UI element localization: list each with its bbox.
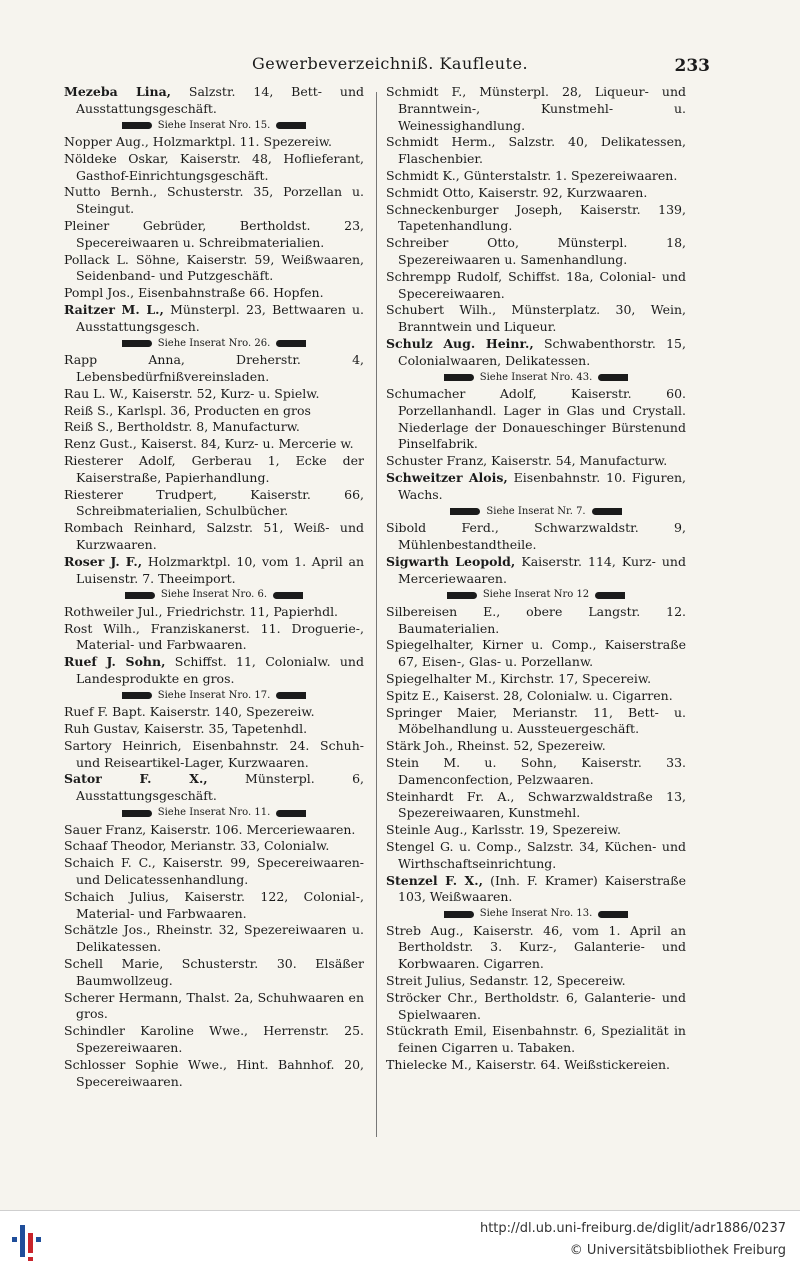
directory-entry: [386, 1023, 686, 1057]
directory-entry: [386, 336, 686, 370]
directory-entry: [64, 654, 364, 688]
entry-text: Springer Maier, Merianstr. 11, Bett- u. Möbelhandlung u. Aussteuergeschäft.: [386, 704, 686, 737]
directory-entry: [64, 302, 364, 336]
entry-text: Eisenbahnstr. 10. Figuren, Wachs.: [398, 470, 686, 502]
pointing-hand-icon: [598, 374, 628, 381]
pointing-hand-icon: [122, 692, 152, 699]
entry-text: Pompl Jos., Eisenbahnstraße 66. Hopfen.: [64, 285, 324, 301]
directory-entry: [64, 621, 364, 655]
firm-name: Schulz Aug. Heinr.,: [386, 335, 534, 351]
pointing-hand-icon: [450, 508, 480, 515]
directory-entry: [386, 520, 686, 554]
firm-name: Mezeba Lina,: [64, 84, 172, 99]
ad-reference-text: Siehe Inserat Nro. 26.: [157, 337, 271, 349]
entry-text: Thielecke M., Kaiserstr. 64. Weißstickereien.: [386, 1057, 671, 1073]
entry-text: Stärk Joh., Rheinst. 52, Spezereiw.: [386, 738, 606, 754]
directory-entry: [386, 84, 686, 134]
entry-text: Schaich Julius, Kaiserstr. 122, Colonial-, Material- und Farbwaaren.: [64, 888, 364, 921]
entry-text: Schumacher Adolf, Kaiserstr. 60. Porzellanhandl. Lager in Glas und Crystall. Niederlage der Donaueschinger Bürstenund Pinselfabrik.: [386, 386, 686, 452]
advertisement-reference: [386, 906, 686, 923]
pointing-hand-icon: [444, 911, 474, 918]
entry-text: Nöldeke Oskar, Kaiserstr. 48, Hoflieferant, Gasthof-Einrichtungsgeschäft.: [64, 150, 364, 183]
entry-text: Nopper Aug., Holzmarktpl. 11. Spezereiw.: [64, 134, 333, 150]
source-url[interactable]: http://dl.ub.uni-freiburg.de/diglit/adr1886/0237: [479, 1221, 786, 1236]
entry-text: Silbereisen E., obere Langstr. 12. Baumaterialien.: [386, 603, 686, 636]
directory-entry: [386, 789, 686, 823]
ad-reference-text: Siehe Inserat Nro. 6.: [160, 589, 268, 601]
directory-entry: [386, 470, 686, 504]
entry-text: Schindler Karoline Wwe., Herrenstr. 25. Spezereiwaaren.: [64, 1023, 364, 1055]
directory-entry: [64, 84, 364, 118]
directory-entry: [386, 134, 686, 168]
directory-entry: [386, 386, 686, 453]
firm-name: Sigwarth Leopold,: [386, 553, 516, 569]
directory-entry: [386, 755, 686, 789]
pointing-hand-icon: [276, 692, 306, 699]
directory-entry: [386, 235, 686, 269]
entry-text: Schätzle Jos., Rheinstr. 32, Spezereiwaaren u. Delikatessen.: [64, 922, 364, 955]
directory-entry: [64, 436, 364, 453]
directory-entry: [64, 822, 364, 839]
advertisement-reference: [386, 504, 686, 521]
advertisement-reference: [64, 118, 364, 135]
directory-entry: [64, 554, 364, 588]
entry-text: Steinle Aug., Karlsstr. 19, Spezereiw.: [386, 822, 621, 838]
entry-text: Münsterpl. 6, Ausstattungsgeschäft.: [76, 771, 364, 804]
directory-entry: [64, 721, 364, 738]
directory-entry: [386, 168, 686, 185]
directory-entry: [64, 990, 364, 1024]
directory-entry: [64, 218, 364, 252]
entry-text: Rau L. W., Kaiserstr. 52, Kurz- u. Spielw.: [64, 385, 320, 401]
directory-entry: [64, 386, 364, 403]
ad-reference-text: Siehe Inserat Nr. 7.: [486, 505, 586, 517]
directory-entry: [64, 855, 364, 889]
ad-reference-text: Siehe Inserat Nro. 11.: [157, 807, 271, 819]
advertisement-reference: [64, 688, 364, 705]
entry-text: Schmidt K., Günterstalstr. 1. Spezereiwaaren.: [386, 167, 678, 183]
entry-text: Schaaf Theodor, Merianstr. 33, Colonialw.: [64, 838, 330, 854]
entry-text: Ruef F. Bapt. Kaiserstr. 140, Spezereiw.: [64, 704, 315, 720]
library-logo-icon: [10, 1219, 50, 1263]
firm-name: Roser J. F.,: [64, 553, 143, 569]
firm-name: Stenzel F. X.,: [386, 872, 483, 888]
directory-entry: [64, 704, 364, 721]
entry-text: Stein M. u. Sohn, Kaiserstr. 33. Damenconfection, Pelzwaaren.: [386, 754, 686, 787]
advertisement-reference: [386, 370, 686, 387]
entry-text: Streb Aug., Kaiserstr. 46, vom 1. April an Bertholdstr. 3. Kurz-, Galanterie- und Korbwaaren. Cigarren.: [386, 922, 686, 972]
entry-text: Reiß S., Karlspl. 36, Producten en gros: [64, 402, 311, 418]
directory-entry: [64, 838, 364, 855]
directory-entry: [386, 671, 686, 688]
directory-entry: [386, 185, 686, 202]
entry-text: Schreiber Otto, Münsterpl. 18, Spezereiwaaren u. Samenhandlung.: [386, 235, 686, 267]
entry-text: Rothweiler Jul., Friedrichstr. 11, Papierhdl.: [64, 603, 339, 619]
pointing-hand-icon: [444, 374, 474, 381]
entry-text: Schmidt Herm., Salzstr. 40, Delikatessen, Flaschenbier.: [386, 134, 686, 167]
pointing-hand-icon: [447, 592, 477, 599]
entry-text: Rost Wilh., Franziskanerst. 11. Droguerie-, Material- und Farbwaaren.: [64, 620, 364, 653]
page-number: 233: [674, 56, 710, 76]
pointing-hand-icon: [592, 508, 622, 515]
ad-reference-text: Siehe Inserat Nro. 43.: [479, 371, 593, 383]
directory-entry: [64, 252, 364, 286]
entry-text: Stengel G. u. Comp., Salzstr. 34, Küchen- und Wirthschaftseinrichtung.: [386, 838, 686, 871]
column-divider: [376, 92, 377, 1137]
entry-text: Spitz E., Kaiserst. 28, Colonialw. u. Cigarren.: [386, 687, 673, 703]
directory-entry: [64, 403, 364, 420]
directory-entry: [386, 604, 686, 638]
directory-entry: [386, 637, 686, 671]
advertisement-reference: [64, 336, 364, 353]
entry-text: Schaich F. C., Kaiserstr. 99, Specereiwaaren- und Delicatessenhandlung.: [64, 855, 364, 887]
firm-name: Sator F. X.,: [64, 771, 208, 787]
directory-entry: [386, 688, 686, 705]
firm-name: Raitzer M. L.,: [64, 302, 164, 318]
directory-entry: [386, 202, 686, 236]
directory-entry: [386, 873, 686, 907]
directory-entry: [386, 554, 686, 588]
ad-reference-text: Siehe Inserat Nro. 17.: [157, 689, 271, 701]
entry-text: Kaiserstr. 114, Kurz- und Merceriewaaren.: [398, 553, 686, 586]
directory-entry: [386, 453, 686, 470]
entry-text: Scherer Hermann, Thalst. 2a, Schuhwaaren en gros.: [64, 989, 364, 1022]
entry-text: Ströcker Chr., Bertholdstr. 6, Galanterie- und Spielwaaren.: [386, 989, 686, 1022]
entry-text: Rapp Anna, Dreherstr. 4, Lebensbedürfnißvereinsladen.: [64, 352, 364, 384]
right-column: [386, 84, 686, 1144]
entry-text: Schubert Wilh., Münsterplatz. 30, Wein, Branntwein und Liqueur.: [386, 302, 686, 335]
entry-text: Reiß S., Bertholdstr. 8, Manufacturw.: [64, 419, 300, 435]
running-title: Gewerbeverzeichniß. Kaufleute.: [251, 54, 529, 73]
ad-reference-text: Siehe Inserat Nro 12: [482, 589, 590, 601]
directory-entry: [64, 419, 364, 436]
entry-text: Holzmarktpl. 10, vom 1. April an Luisenstr. 7. Theeimport.: [76, 553, 364, 586]
left-column: [64, 84, 364, 1144]
pointing-hand-icon: [122, 122, 152, 129]
entry-text: Riesterer Trudpert, Kaiserstr. 66, Schreibmaterialien, Schulbücher.: [64, 486, 364, 519]
directory-entry: [64, 771, 364, 805]
entry-text: Stückrath Emil, Eisenbahnstr. 6, Spezialität in feinen Cigarren u. Tabaken.: [386, 1023, 686, 1056]
directory-entry: [64, 1023, 364, 1057]
directory-entry: [386, 705, 686, 739]
directory-entry: [386, 302, 686, 336]
directory-entry: [64, 738, 364, 772]
entry-text: Spiegelhalter, Kirner u. Comp., Kaiserstraße 67, Eisen-, Glas- u. Porzellanw.: [386, 637, 686, 670]
entry-text: Ruh Gustav, Kaiserstr. 35, Tapetenhdl.: [64, 721, 308, 737]
directory-entry: [64, 184, 364, 218]
directory-entry: [64, 889, 364, 923]
entry-text: Renz Gust., Kaiserst. 84, Kurz- u. Mercerie w.: [64, 436, 354, 452]
directory-entry: [64, 151, 364, 185]
entry-text: Schuster Franz, Kaiserstr. 54, Manufacturw.: [386, 453, 668, 469]
pointing-hand-icon: [273, 592, 303, 599]
pointing-hand-icon: [276, 810, 306, 817]
directory-entry: [386, 990, 686, 1024]
entry-text: Schiffst. 11, Colonialw. und Landesprodukte en gros.: [76, 654, 364, 686]
directory-entry: [386, 1057, 686, 1074]
pointing-hand-icon: [276, 122, 306, 129]
entry-text: Schrempp Rudolf, Schiffst. 18a, Colonial- und Specereiwaaren.: [386, 268, 686, 301]
page-header: [60, 54, 720, 80]
entry-text: Schmidt F., Münsterpl. 28, Liqueur- und Branntwein-, Kunstmehl- u. Weinessighandlung.: [386, 84, 686, 133]
directory-entry: [64, 1057, 364, 1091]
pointing-hand-icon: [595, 592, 625, 599]
entry-text: Münsterpl. 23, Bettwaaren u. Ausstattungsgesch.: [76, 302, 364, 334]
pointing-hand-icon: [598, 911, 628, 918]
advertisement-reference: [386, 587, 686, 604]
entry-text: Sartory Heinrich, Eisenbahnstr. 24. Schuh- und Reiseartikel-Lager, Kurzwaaren.: [64, 737, 364, 770]
advertisement-reference: [64, 805, 364, 822]
entry-text: Riesterer Adolf, Gerberau 1, Ecke der Kaiserstraße, Papierhandlung.: [64, 452, 364, 485]
entry-text: Schmidt Otto, Kaiserstr. 92, Kurzwaaren.: [386, 184, 648, 200]
directory-entry: [64, 134, 364, 151]
ad-reference-text: Siehe Inserat Nro. 15.: [157, 119, 271, 131]
directory-entry: [386, 923, 686, 973]
directory-entry: [64, 453, 364, 487]
directory-entry: [64, 487, 364, 521]
directory-entry: [64, 922, 364, 956]
entry-text: Schwabenthorstr. 15, Colonialwaaren, Delikatessen.: [398, 335, 686, 368]
entry-text: Salzstr. 14, Bett- und Ausstattungsgeschäft.: [76, 84, 364, 116]
directory-entry: [64, 956, 364, 990]
entry-text: Sibold Ferd., Schwarzwaldstr. 9, Mühlenbestandtheile.: [386, 520, 686, 552]
copyright-notice: © Universitätsbibliothek Freiburg: [569, 1243, 786, 1258]
pointing-hand-icon: [125, 592, 155, 599]
pointing-hand-icon: [122, 810, 152, 817]
entry-text: Steinhardt Fr. A., Schwarzwaldstraße 13, Spezereiwaaren, Kunstmehl.: [386, 788, 686, 821]
entry-text: Pollack L. Söhne, Kaiserstr. 59, Weißwaaren, Seidenband- und Putzgeschäft.: [64, 251, 364, 284]
entry-text: Rombach Reinhard, Salzstr. 51, Weiß- und Kurzwaaren.: [64, 520, 364, 552]
entry-text: Streit Julius, Sedanstr. 12, Specereiw.: [386, 973, 626, 989]
entry-text: Sauer Franz, Kaiserstr. 106. Merceriewaaren.: [64, 821, 356, 837]
entry-text: Nutto Bernh., Schusterstr. 35, Porzellan u. Steingut.: [64, 184, 364, 217]
directory-entry: [64, 352, 364, 386]
advertisement-reference: [64, 587, 364, 604]
entry-text: (Inh. F. Kramer) Kaiserstraße 103, Weißwaaren.: [398, 872, 686, 905]
viewer-footer: [0, 1210, 800, 1269]
pointing-hand-icon: [276, 340, 306, 347]
pointing-hand-icon: [122, 340, 152, 347]
directory-entry: [64, 604, 364, 621]
entry-text: Pleiner Gebrüder, Bertholdst. 23, Specereiwaaren u. Schreibmaterialien.: [64, 218, 364, 250]
entry-text: Spiegelhalter M., Kirchstr. 17, Specereiw.: [386, 671, 652, 686]
directory-entry: [64, 520, 364, 554]
entry-text: Schneckenburger Joseph, Kaiserstr. 139, Tapetenhandlung.: [386, 201, 686, 234]
directory-entry: [386, 738, 686, 755]
entry-text: Schell Marie, Schusterstr. 30. Elsäßer Baumwollzeug.: [64, 955, 364, 988]
directory-entry: [64, 285, 364, 302]
directory-entry: [386, 822, 686, 839]
entry-text: Schlosser Sophie Wwe., Hint. Bahnhof. 20, Specereiwaaren.: [64, 1056, 364, 1089]
directory-entry: [386, 269, 686, 303]
directory-entry: [386, 973, 686, 990]
firm-name: Ruef J. Sohn,: [64, 654, 166, 670]
ad-reference-text: Siehe Inserat Nro. 13.: [479, 908, 593, 920]
firm-name: Schweitzer Alois,: [386, 470, 508, 486]
directory-entry: [386, 839, 686, 873]
